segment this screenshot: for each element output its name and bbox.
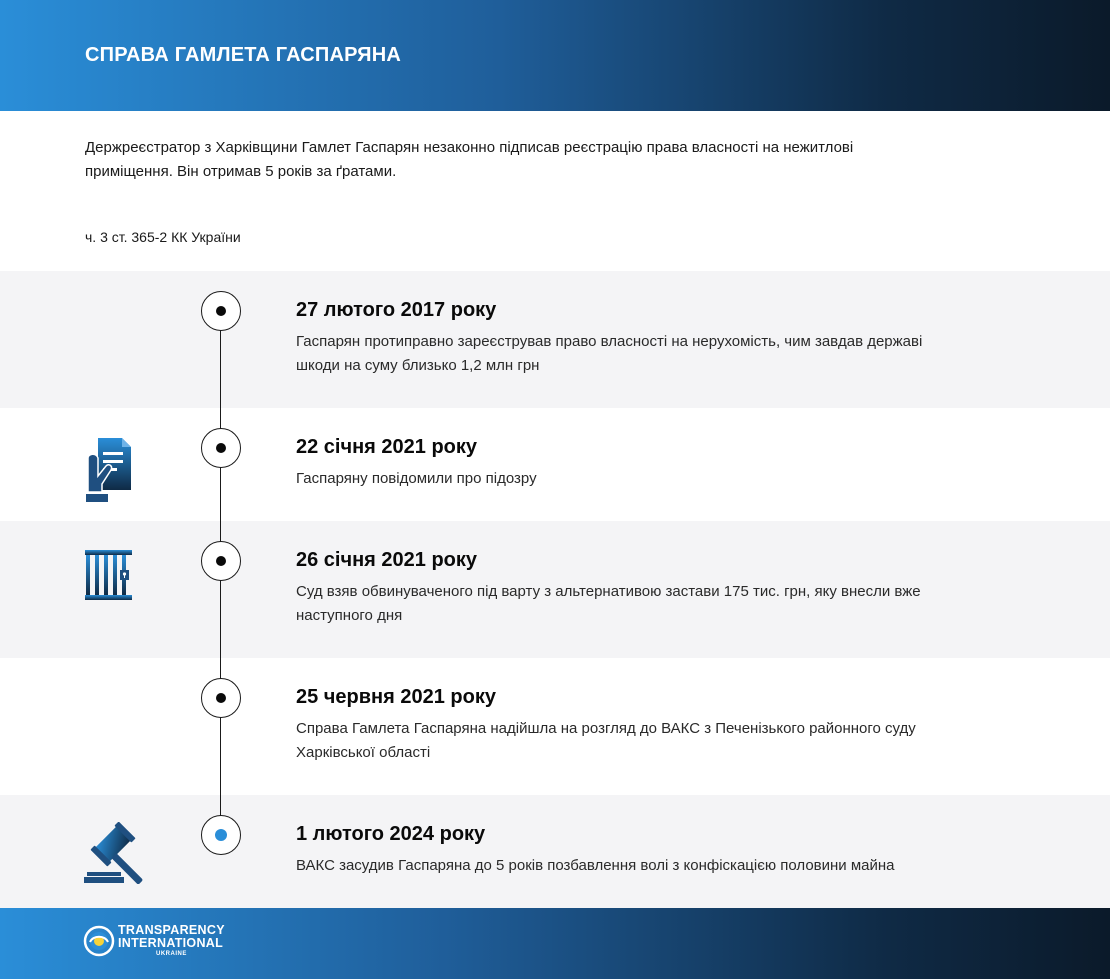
event-description <box>296 467 1016 491</box>
event-date: 1 лютого 2024 року <box>296 823 486 845</box>
logo-text <box>118 924 225 958</box>
logo-line: UKRAINE <box>156 951 187 957</box>
timeline-node <box>201 291 241 331</box>
event-description-line: наступного дня <box>296 607 403 624</box>
timeline-node-current <box>201 815 241 855</box>
transparency-international-logo[interactable] <box>83 924 225 958</box>
event-description <box>296 580 1016 628</box>
event-description-line: Справа Гамлета Гаспаряна надійшла на розгляд до ВАКС з Печенізького районного суду <box>296 720 916 737</box>
logo-line: INTERNATIONAL <box>118 936 224 950</box>
event-date: 22 січня 2021 року <box>296 436 478 458</box>
event-description-line: Гаспаряну повідомили про підозру <box>296 470 537 487</box>
prison-bars-icon <box>84 549 134 601</box>
intro-line: приміщення. Він отримав 5 років за ґратами. <box>85 163 397 180</box>
event-description-line: шкоди на суму близько 1,2 млн грн <box>296 357 540 374</box>
event-description-line: ВАКС засудив Гаспаряна до 5 років позбавлення волі з конфіскацією половини майна <box>296 857 895 874</box>
ti-emblem-icon <box>83 925 115 957</box>
event-description <box>296 717 1016 765</box>
event-date: 27 лютого 2017 року <box>296 299 497 321</box>
event-date: 25 червня 2021 року <box>296 686 496 708</box>
intro-paragraph <box>85 136 985 184</box>
footer-banner <box>0 908 1110 979</box>
timeline-band <box>0 795 1110 908</box>
gavel-icon <box>83 822 149 884</box>
event-description-line: Гаспарян протиправно зареєстрував право власності на нерухомість, чим завдав державі <box>296 333 923 350</box>
timeline-node <box>201 428 241 468</box>
event-description-line: Харківської області <box>296 744 431 761</box>
article-reference: ч. 3 ст. 365-2 КК України <box>85 229 241 245</box>
header-banner <box>0 0 1110 111</box>
logo-line: TRANSPARENCY <box>118 923 225 937</box>
timeline-node <box>201 541 241 581</box>
intro-line: Держреєстратор з Харківщини Гамлет Гаспарян незаконно підписав реєстрацію права власності на нежитлові <box>85 139 854 156</box>
page-title: СПРАВА ГАМЛЕТА ГАСПАРЯНА <box>85 44 401 66</box>
event-date: 26 січня 2021 року <box>296 549 478 571</box>
document-hand-icon <box>84 436 134 504</box>
event-description-line: Суд взяв обвинуваченого під варту з альтернативою застави 175 тис. грн, яку внесли вже <box>296 583 921 600</box>
timeline-band <box>0 408 1110 521</box>
timeline-node <box>201 678 241 718</box>
event-description <box>296 330 1016 378</box>
event-description <box>296 854 1016 878</box>
